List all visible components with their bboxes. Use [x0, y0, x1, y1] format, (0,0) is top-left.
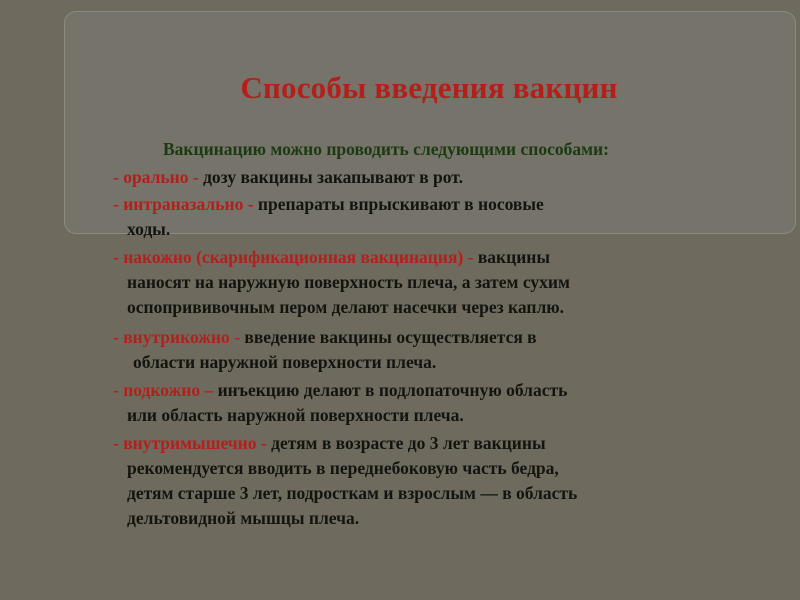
- intro-text: Вакцинацию можно проводить следующими способами:: [163, 139, 609, 159]
- list-item-line: области наружной поверхности плеча.: [133, 352, 437, 372]
- method-separator: -: [463, 247, 478, 267]
- list-item-subcutaneous: [113, 378, 567, 428]
- item-text: детям в возрасте до 3 лет вакцины: [271, 433, 546, 453]
- item-text: инъекцию делают в подлопаточную область: [217, 380, 568, 400]
- list-item-line: [113, 192, 544, 217]
- list-item-line: наносят на наружную поверхность плеча, а затем сухим: [127, 272, 570, 292]
- list-item-line: или область наружной поверхности плеча.: [127, 405, 464, 425]
- list-dash: -: [113, 194, 124, 214]
- method-name: внутрикожно: [123, 327, 230, 347]
- item-text: дозу вакцины закапывают в рот.: [203, 167, 463, 187]
- item-text: введение вакцины осуществляется в: [244, 327, 537, 347]
- list-item-intranasal: [113, 192, 544, 242]
- list-item-line: дельтовидной мышцы плеча.: [127, 508, 360, 528]
- list-item-line: [113, 431, 577, 456]
- method-separator: -: [229, 327, 245, 347]
- method-name: внутримышечно: [123, 433, 257, 453]
- list-item-line: детям старше 3 лет, подросткам и взрослым — в область: [127, 483, 578, 503]
- item-text: вакцины: [477, 247, 551, 267]
- list-dash: -: [113, 327, 124, 347]
- method-name: подкожно: [123, 380, 201, 400]
- list-item-intramuscular: [113, 431, 577, 531]
- method-separator: -: [256, 433, 272, 453]
- list-item-cutaneous: [113, 245, 570, 320]
- method-separator: -: [188, 167, 204, 187]
- slide-title: Способы введения вакцин: [240, 70, 618, 105]
- method-separator: -: [243, 194, 258, 214]
- item-text: препараты впрыскивают в носовые: [257, 194, 544, 214]
- list-item-line: [113, 325, 537, 350]
- list-item-oral: [113, 165, 463, 190]
- list-item-line: рекомендуется вводить в переднебоковую часть бедра,: [127, 458, 559, 478]
- list-item-intradermal: [113, 325, 537, 375]
- method-name: накожно (скарификационная вакцинация): [123, 247, 464, 267]
- list-item-line: [113, 165, 463, 190]
- list-dash: -: [113, 167, 124, 187]
- list-item-line: [113, 378, 567, 403]
- list-item-line: оспопрививочным пером делают насечки через каплю.: [127, 297, 565, 317]
- method-name: орально: [123, 167, 189, 187]
- list-dash: -: [113, 247, 124, 267]
- list-item-line: ходы.: [127, 219, 171, 239]
- method-separator: –: [200, 380, 218, 400]
- list-dash: -: [113, 433, 124, 453]
- list-dash: -: [113, 380, 124, 400]
- method-name: интраназально: [123, 194, 244, 214]
- list-item-line: [113, 245, 570, 270]
